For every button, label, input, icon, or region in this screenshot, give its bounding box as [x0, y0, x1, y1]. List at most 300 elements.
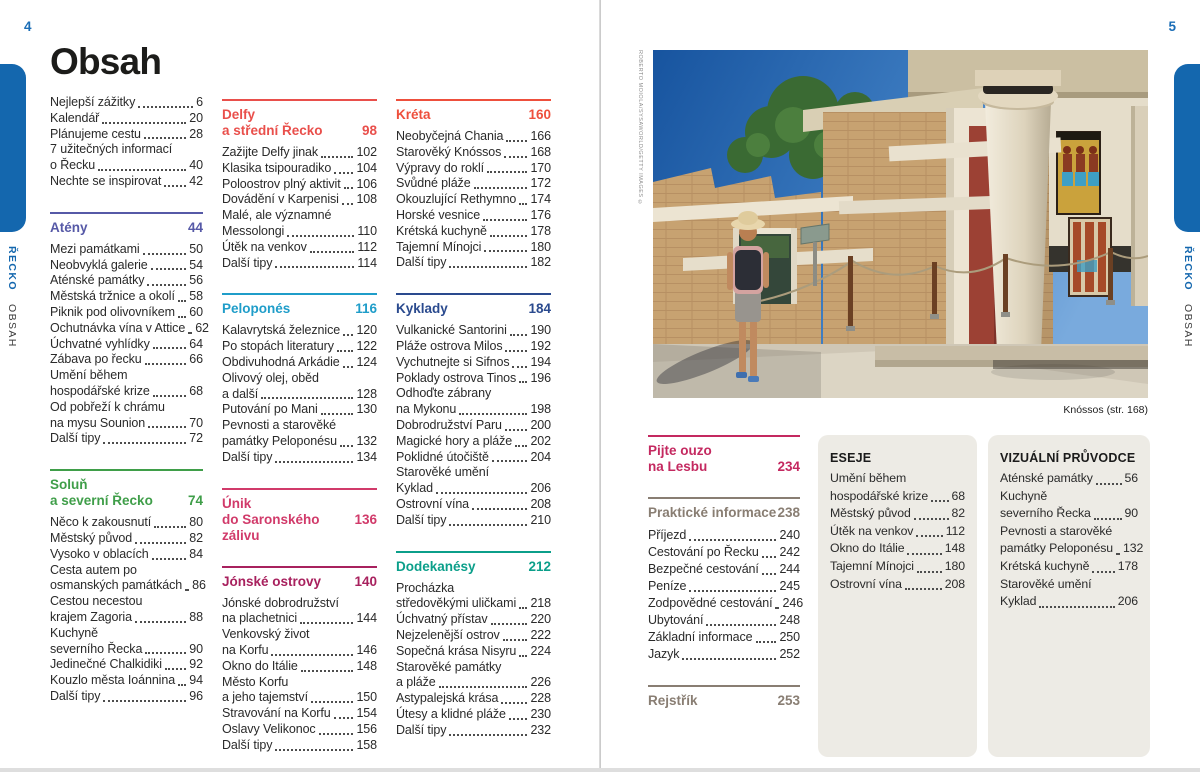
toc-entry — [396, 723, 551, 739]
toc-entry-label: Městský původ — [830, 506, 911, 521]
section-heading-page: 140 — [354, 573, 377, 589]
leader-dots — [1094, 518, 1122, 520]
toc-entry — [222, 177, 377, 193]
toc-entry-label: Zažijte Delfy jinak — [222, 145, 319, 159]
leader-dots — [1092, 571, 1114, 573]
leader-dots — [135, 621, 186, 623]
leader-dots — [343, 366, 354, 368]
toc-entry — [50, 562, 206, 595]
toc-section — [222, 488, 377, 544]
toc-entry-page: 245 — [779, 579, 800, 593]
toc-entry-page: 180 — [944, 558, 965, 573]
section-heading-page: 160 — [528, 107, 551, 122]
toc-entry-label: Příjezd — [648, 528, 687, 542]
toc-entry-label: Neobyčejná Chania — [396, 129, 504, 143]
toc-entry-row — [396, 418, 551, 434]
toc-entry-label: Dobrodružství Paru — [396, 417, 502, 432]
eseje-box — [818, 435, 977, 757]
toc-entry-label: Úchvatné vyhlídky — [50, 336, 150, 351]
toc-entry-label: osmanských památkách — [50, 578, 183, 593]
section-heading-row — [648, 693, 800, 709]
toc-entry-row — [50, 657, 203, 673]
toc-entry — [50, 174, 203, 190]
section-heading — [50, 220, 203, 236]
toc-entry-row — [648, 646, 800, 663]
page-number-left: 4 — [24, 19, 32, 34]
toc-entry-page: 166 — [530, 129, 551, 143]
toc-entry-row — [396, 255, 551, 271]
leader-dots — [519, 655, 527, 657]
toc-entry-label: o Řecku — [50, 158, 96, 173]
toc-entry — [50, 111, 203, 127]
toc-entry — [396, 465, 551, 497]
toc-entry-page: 198 — [530, 402, 551, 417]
toc-entry-row — [50, 337, 203, 353]
toc-entry-row — [222, 145, 377, 161]
toc-entry-label: krajem Zagoria — [50, 609, 132, 624]
toc-entry-row — [396, 402, 551, 418]
toc-entry — [396, 612, 551, 628]
toc-entry — [222, 256, 377, 272]
toc-entry-line: Starověké umění — [396, 465, 489, 480]
toc-entry — [396, 339, 551, 355]
leader-dots — [490, 235, 528, 237]
toc-section — [648, 497, 804, 663]
toc-entry-row — [50, 352, 203, 368]
toc-entry-row — [50, 531, 203, 547]
section-heading-row — [648, 505, 800, 521]
toc-entry-label: Poloostrov plný aktivit — [222, 176, 341, 191]
leader-dots — [340, 445, 353, 447]
leader-dots — [321, 156, 353, 158]
toc-entry-row — [222, 611, 377, 627]
toc-entry-row — [50, 642, 203, 658]
leader-dots — [301, 670, 354, 672]
toc-entry-row — [222, 450, 377, 466]
section-heading-row — [396, 559, 551, 575]
toc-entry-row — [396, 339, 551, 355]
toc-entry-label: Zábava po řecku — [50, 352, 142, 367]
toc-entry-label: Něco k zakousnutí — [50, 515, 152, 530]
toc-entry — [396, 240, 551, 256]
section-heading-page: 98 — [361, 123, 377, 138]
toc-entry — [396, 176, 551, 192]
section-heading — [396, 559, 551, 575]
leader-dots — [138, 106, 193, 108]
toc-entry-label: Další tipy — [222, 737, 273, 752]
toc-entry — [830, 523, 965, 541]
toc-entry-label: hospodářské krize — [50, 383, 150, 398]
toc-entry-label: hospodářské krize — [830, 488, 929, 503]
toc-entry — [222, 722, 377, 738]
toc-entry — [50, 320, 209, 337]
toc-entry-row — [1000, 505, 1138, 523]
page-bottom-edge — [0, 768, 1200, 772]
toc-entry-line: Malé, ale významné — [222, 208, 332, 223]
leader-dots — [144, 137, 186, 139]
toc-entry — [222, 596, 377, 628]
toc-entry-page: 72 — [189, 431, 203, 446]
toc-entry-label: Svůdné pláže — [396, 176, 471, 191]
toc-entry-row — [222, 323, 377, 339]
toc-entry-row — [396, 161, 551, 177]
toc-entry-page: 246 — [782, 596, 804, 610]
section-rule — [222, 293, 377, 295]
leader-dots — [342, 203, 354, 205]
toc-entry — [396, 434, 551, 450]
leader-dots — [275, 749, 353, 751]
leader-dots — [98, 169, 186, 171]
toc-entry — [648, 629, 800, 646]
leader-dots — [449, 734, 527, 736]
leader-dots — [916, 535, 942, 537]
toc-entry-row — [222, 224, 377, 240]
toc-sections-col2 — [222, 42, 377, 754]
toc-entry — [396, 707, 551, 723]
toc-entry — [396, 323, 551, 339]
leader-dots — [311, 701, 353, 703]
section-heading-label: na Lesbu — [648, 459, 708, 474]
leader-dots — [321, 413, 354, 415]
section-heading-label: Delfy — [222, 107, 256, 122]
edge-brand-label: ŘECKO — [1182, 246, 1194, 291]
section-heading-page: 116 — [355, 301, 377, 317]
toc-entry-line: Pevnosti a starověké — [1000, 523, 1113, 538]
section-rule — [648, 685, 800, 687]
leader-dots — [775, 607, 779, 609]
leader-dots — [689, 590, 776, 592]
toc-entry-page: 56 — [1124, 471, 1138, 485]
leader-dots — [484, 250, 527, 252]
toc-entry — [50, 657, 203, 673]
leader-dots — [512, 366, 527, 368]
toc-entry-line: Kuchyně — [1000, 488, 1048, 503]
toc-entry-label: středověkými uličkami — [396, 596, 517, 611]
toc-entry-row — [50, 289, 203, 305]
toc-entry — [648, 544, 800, 561]
toc-entry-row — [396, 481, 551, 497]
toc-entry-page: 172 — [530, 176, 551, 191]
toc-entry-row — [396, 612, 551, 628]
section-heading-label: Únik — [222, 495, 252, 511]
leader-dots — [185, 589, 189, 591]
toc-entry-label: Messolongi — [222, 223, 285, 238]
leader-dots — [519, 203, 527, 205]
toc-entry-page: 54 — [189, 257, 203, 272]
leader-dots — [487, 171, 527, 173]
section-rule — [50, 212, 203, 214]
leader-dots — [334, 172, 353, 174]
toc-entry-page: 250 — [779, 630, 800, 644]
toc-entry-row — [222, 738, 377, 754]
toc-entry-page: 102 — [356, 145, 377, 159]
toc-entry-page: 148 — [944, 541, 965, 556]
toc-entry-row — [222, 240, 377, 256]
toc-entry-page: 114 — [357, 255, 377, 270]
toc-entry-row — [396, 323, 551, 339]
section-rule — [648, 435, 800, 437]
toc-entry-page: 232 — [530, 722, 551, 737]
toc-entry-page: 130 — [356, 402, 377, 417]
page-number-right: 5 — [1168, 19, 1176, 34]
toc-entry — [222, 161, 377, 177]
toc-entry-label: Po stopách literatury — [222, 339, 334, 354]
toc-entry-page: 220 — [530, 612, 551, 627]
toc-entry-row — [396, 497, 551, 513]
toc-entry-page: 228 — [530, 691, 551, 706]
toc-entry-row — [396, 129, 551, 145]
section-rule — [222, 566, 377, 568]
toc-entry-label: Další tipy — [396, 255, 447, 270]
leader-dots — [275, 461, 353, 463]
toc-entry-row — [648, 544, 800, 561]
section-heading-label: a střední Řecko — [222, 123, 323, 138]
toc-entry-label: Ochutnávka vína v Attice — [50, 320, 186, 335]
right-edge-label — [1182, 246, 1194, 348]
section-heading-label: Praktické informace — [648, 505, 777, 520]
toc-entry — [396, 418, 551, 434]
toc-entry-page: 84 — [189, 546, 203, 561]
toc-entry — [396, 145, 551, 161]
toc-entry-row — [830, 540, 965, 558]
leader-dots — [706, 624, 776, 626]
leader-dots — [188, 332, 192, 334]
toc-entry-page: 210 — [530, 512, 551, 527]
leader-dots — [310, 251, 355, 253]
toc-entry — [222, 145, 377, 161]
toc-entry — [830, 470, 965, 505]
section-heading-label: Peloponés — [222, 301, 291, 317]
leader-dots — [436, 492, 528, 494]
toc-entry — [1000, 558, 1138, 576]
toc-entry — [50, 127, 203, 143]
leader-dots — [261, 397, 353, 399]
toc-entry-page: 124 — [356, 354, 377, 369]
leader-dots — [689, 539, 776, 541]
toc-entry-label: Kyklad — [396, 481, 433, 496]
section-heading — [222, 301, 377, 317]
toc-entry — [50, 689, 203, 705]
page-title: Obsah — [50, 41, 162, 82]
toc-entry — [396, 161, 551, 177]
leader-dots — [337, 350, 354, 352]
toc-entry-label: památky Peloponésu — [222, 433, 337, 448]
toc-entry-page: 192 — [530, 338, 551, 353]
toc-entry-label: Nejlepší zážitky — [50, 95, 136, 109]
toc-entry-label: Ostrovní vína — [830, 576, 902, 591]
toc-entry-row — [648, 595, 804, 612]
section-rule — [222, 488, 377, 490]
section-heading-row — [396, 107, 551, 123]
toc-entry-row — [50, 384, 203, 400]
leader-dots — [449, 266, 527, 268]
toc-entry-label: Ostrovní vína — [396, 496, 470, 511]
toc-entry-page: 70 — [189, 415, 203, 430]
toc-entry — [50, 258, 203, 274]
leader-dots — [483, 219, 527, 221]
toc-entry-label: na plachetnici — [222, 611, 298, 626]
toc-entry-row — [648, 561, 800, 578]
toc-entry-page: 80 — [189, 515, 203, 530]
toc-entry-page: 96 — [189, 688, 203, 703]
toc-entry — [50, 368, 203, 400]
toc-entry — [50, 352, 203, 368]
toc-entry-row — [396, 224, 551, 240]
toc-entry-line: Pevnosti a starověké — [222, 418, 337, 433]
toc-entry-line: Jónské dobrodružství — [222, 595, 339, 610]
leader-dots — [459, 413, 527, 415]
toc-entry-label: Kalavrytská železnice — [222, 323, 341, 338]
toc-entry-row — [830, 576, 965, 594]
leader-dots — [682, 658, 776, 660]
section-heading-page: 238 — [777, 505, 800, 520]
toc-entry-page: 194 — [530, 354, 551, 369]
toc-entry-row — [50, 547, 203, 563]
toc-entry-label: Putování po Mani — [222, 402, 318, 417]
page-gutter — [599, 0, 601, 772]
leader-dots — [275, 266, 354, 268]
toc-entry — [50, 531, 203, 547]
toc-columns — [50, 42, 556, 754]
toc-entry-label: Útěk na venkov — [830, 523, 914, 538]
toc-entry-row — [1000, 470, 1138, 488]
toc-entry-label: Kouzlo města Ioánnina — [50, 673, 176, 688]
toc-entry-page: 120 — [356, 323, 377, 338]
toc-entry-page: 208 — [944, 576, 965, 591]
toc-entry-label: Piknik pod olivovníkem — [50, 304, 175, 319]
toc-entry-label: Okouzlující Rethymno — [396, 192, 517, 207]
toc-entry-page: 86 — [192, 578, 206, 593]
section-heading-row — [396, 301, 551, 317]
toc-entry-page: 20 — [189, 110, 203, 125]
toc-entry-page: 90 — [1124, 506, 1138, 521]
leader-dots — [143, 253, 187, 255]
toc-entry-label: Mezi památkami — [50, 241, 140, 256]
toc-entry-row — [396, 644, 551, 660]
toc-section — [50, 95, 203, 190]
toc-entry-row — [396, 450, 551, 466]
toc-entry-row — [396, 240, 551, 256]
toc-entry-row — [648, 578, 800, 595]
toc-entry-page: 66 — [189, 352, 203, 367]
leader-dots — [300, 622, 353, 624]
toc-entry-label: Peníze — [648, 579, 687, 593]
toc-entry-row — [222, 690, 377, 706]
toc-entry-label: Bezpečné cestování — [648, 562, 759, 576]
toc-entry-page: 174 — [530, 192, 551, 207]
leader-dots — [510, 334, 528, 336]
toc-entry-page: 226 — [530, 675, 551, 690]
toc-entry-page: 230 — [530, 706, 551, 721]
toc-entry — [1000, 470, 1138, 488]
toc-entry-page: 148 — [356, 658, 377, 673]
toc-column-3 — [396, 42, 551, 739]
leader-dots — [472, 508, 527, 510]
toc-entry-row — [222, 339, 377, 355]
toc-entry-page: 68 — [951, 488, 965, 503]
toc-entry-page: 244 — [779, 562, 800, 576]
toc-entry — [830, 505, 965, 523]
toc-entry-row — [50, 305, 203, 321]
leader-dots — [449, 524, 527, 526]
visual-guide-box-entries — [1000, 470, 1144, 611]
section-heading-label: Soluň — [50, 477, 88, 493]
toc-entry-row — [50, 416, 203, 432]
toc-entry-label: Další tipy — [396, 512, 447, 527]
toc-entry-row — [50, 242, 203, 258]
toc-entry — [50, 289, 203, 305]
toc-entry — [222, 450, 377, 466]
toc-entry-page: 202 — [530, 433, 551, 448]
toc-entry — [648, 595, 804, 612]
section-heading — [648, 505, 800, 521]
toc-entry — [222, 323, 377, 339]
toc-entry — [830, 576, 965, 594]
toc-entry-page: 6 — [196, 95, 203, 109]
section-heading-label: Rejstřík — [648, 693, 698, 708]
toc-entry — [830, 558, 965, 576]
toc-entry-row — [396, 513, 551, 529]
toc-entry-row — [396, 723, 551, 739]
toc-entry-row — [50, 258, 203, 274]
toc-entry-row — [396, 691, 551, 707]
toc-entry-page: 112 — [357, 239, 377, 254]
leader-dots — [152, 558, 187, 560]
toc-entry-page: 42 — [189, 173, 203, 188]
section-heading-label: Jónské ostrovy — [222, 573, 322, 589]
toc-entry-page: 90 — [189, 641, 203, 656]
toc-entry-row — [222, 256, 377, 272]
eseje-box-entries — [830, 470, 965, 593]
toc-entry-label: Poklady ostrova Tinos — [396, 370, 517, 385]
toc-entry — [222, 675, 377, 707]
toc-entry-row — [830, 505, 965, 523]
toc-entry — [222, 192, 377, 208]
section-heading-label: Pijte ouzo — [648, 443, 712, 458]
toc-entry-row — [222, 355, 377, 371]
toc-entry-label: Pláže ostrova Milos — [396, 338, 503, 353]
leader-dots — [151, 268, 187, 270]
leader-dots — [343, 334, 353, 336]
leader-dots — [147, 284, 186, 286]
toc-entry — [396, 660, 551, 692]
toc-entry-row — [222, 434, 377, 450]
section-rule — [50, 469, 203, 471]
toc-entry-label: Další tipy — [50, 431, 101, 446]
toc-entry — [396, 386, 551, 418]
toc-entry-line: Umění během — [830, 471, 907, 485]
toc-entry-label: Aténské památky — [50, 273, 145, 288]
toc-entry — [222, 355, 377, 371]
toc-entry-row — [396, 596, 551, 612]
leader-dots — [164, 185, 186, 187]
section-heading-label: Kyklady — [396, 301, 448, 317]
toc-entry — [222, 208, 377, 240]
section-rule — [396, 551, 551, 553]
toc-entry — [50, 95, 203, 111]
leader-dots — [271, 654, 353, 656]
section-rule — [222, 99, 377, 101]
leader-dots — [506, 140, 527, 142]
leader-dots — [103, 442, 186, 444]
leader-dots — [148, 426, 186, 428]
toc-entry — [50, 673, 203, 689]
leader-dots — [103, 700, 186, 702]
toc-entry-row — [50, 111, 203, 127]
section-heading-page: 234 — [777, 459, 800, 474]
toc-entry-page: 252 — [779, 647, 800, 661]
knossos-photo-illustration — [653, 50, 1148, 398]
